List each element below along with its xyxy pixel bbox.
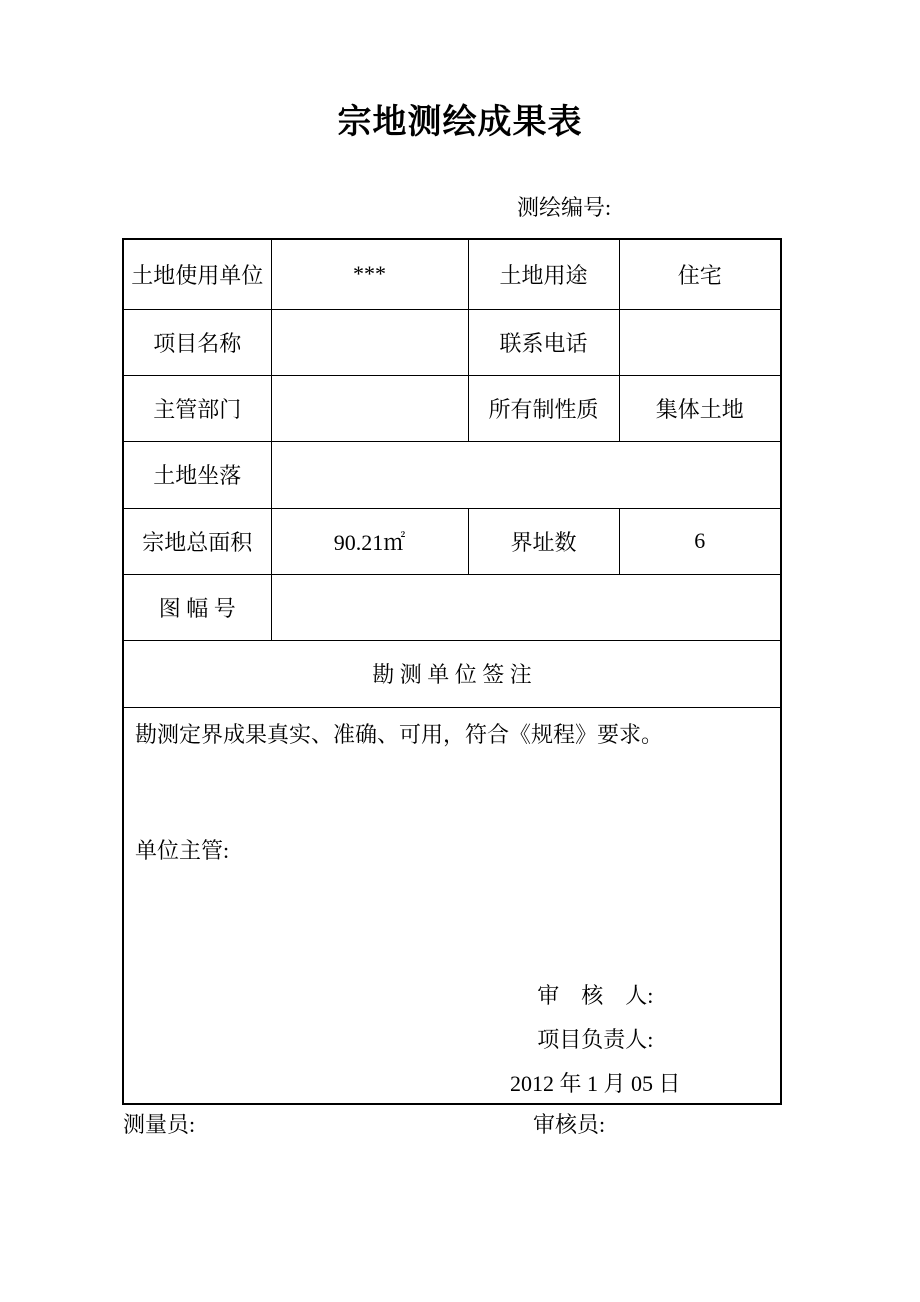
table-row [123, 707, 781, 1104]
field-label-project-name: 项目名称 [123, 309, 271, 375]
survey-unit-note-body [123, 707, 781, 1104]
field-value-project-name [271, 309, 468, 375]
survey-statement: 勘测定界成果真实、准确、可用，符合《规程》要求。 [135, 721, 664, 747]
project-leader-label: 项目负责人: [537, 1026, 654, 1052]
table-row [123, 375, 781, 441]
field-label-contact-phone: 联系电话 [468, 309, 619, 375]
field-label-land-user: 土地使用单位 [123, 239, 271, 309]
table-row [123, 574, 781, 640]
field-label-land-location: 土地坐落 [123, 441, 271, 508]
sign-date: 2012 年 1 月 05 日 [510, 1070, 681, 1096]
page-title: 宗地测绘成果表 [337, 104, 583, 141]
field-label-parcel-total-area: 宗地总面积 [123, 508, 271, 574]
survey-number-label: 测绘编号: [517, 195, 612, 220]
survey-unit-note-header: 勘 测 单 位 签 注 [123, 640, 781, 707]
field-label-map-sheet-number: 图 幅 号 [123, 574, 271, 640]
checker-label: 审核员: [533, 1112, 606, 1137]
sign-block [510, 974, 681, 1105]
field-value-land-location [271, 441, 781, 508]
field-label-boundary-point-count: 界址数 [468, 508, 619, 574]
table-row [123, 239, 781, 309]
reviewer-label: 审 核 人: [537, 982, 654, 1008]
table-row [123, 309, 781, 375]
field-label-ownership-type: 所有制性质 [468, 375, 619, 441]
table-row [123, 441, 781, 508]
field-label-land-use: 土地用途 [468, 239, 619, 309]
table-row [123, 508, 781, 574]
field-value-land-use: 住宅 [619, 239, 781, 309]
field-value-boundary-point-count: 6 [619, 508, 781, 574]
field-value-map-sheet-number [271, 574, 781, 640]
field-value-ownership-type: 集体土地 [619, 375, 781, 441]
field-value-land-user: *** [271, 239, 468, 309]
field-label-supervising-dept: 主管部门 [123, 375, 271, 441]
field-value-contact-phone [619, 309, 781, 375]
table-row [123, 640, 781, 707]
parcel-survey-table [122, 238, 782, 1105]
surveyor-label: 测量员: [123, 1112, 196, 1137]
field-value-parcel-total-area: 90.21㎡ [271, 508, 468, 574]
unit-manager-label: 单位主管: [135, 837, 230, 863]
field-value-supervising-dept [271, 375, 468, 441]
